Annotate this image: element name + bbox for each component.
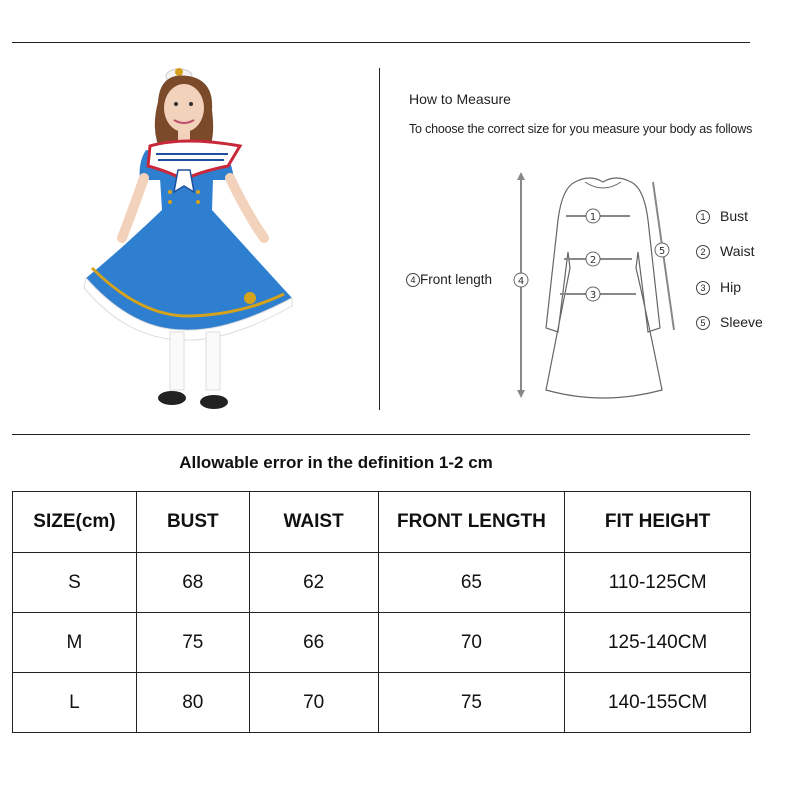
legend-bust-label: Bust [720, 208, 749, 224]
front-length-text: Front length [420, 272, 493, 287]
front-length-number: 4 [406, 273, 420, 287]
cell-bust: 80 [136, 673, 249, 733]
legend-hip-number: 3 [696, 281, 710, 295]
cell-size: L [13, 673, 137, 733]
how-to-measure-subtitle: To choose the correct size for you measure your body as follows [409, 122, 753, 136]
cell-waist: 66 [249, 613, 378, 673]
front-length-label [406, 272, 492, 287]
legend-sleeve [696, 314, 763, 330]
diagram-num-hip: 3 [589, 290, 597, 301]
cell-front-length: 65 [378, 553, 565, 613]
cell-bust: 68 [136, 553, 249, 613]
legend-hip-label: Hip [720, 279, 742, 295]
cell-size: S [13, 553, 137, 613]
sailor-dress-photo [78, 62, 300, 422]
legend-sleeve-number: 5 [696, 316, 710, 330]
cell-waist: 70 [249, 673, 378, 733]
header-front-length: FRONT LENGTH [378, 492, 565, 553]
diagram-num-waist: 2 [589, 255, 597, 266]
legend-bust-number: 1 [696, 210, 710, 224]
cell-size: M [13, 613, 137, 673]
table-header-row [13, 492, 751, 553]
diagram-num-sleeve: 5 [658, 246, 666, 257]
cell-fit-height: 125-140CM [565, 613, 751, 673]
middle-divider [12, 434, 750, 435]
header-fit-height: FIT HEIGHT [565, 492, 751, 553]
legend-sleeve-label: Sleeve [720, 314, 763, 330]
legend-waist [696, 243, 754, 259]
allowable-error-note: Allowable error in the definition 1-2 cm [179, 453, 493, 472]
vertical-divider [379, 68, 380, 410]
diagram-num-bust: 1 [589, 212, 597, 223]
cell-fit-height: 140-155CM [565, 673, 751, 733]
header-bust: BUST [136, 492, 249, 553]
table-row [13, 553, 751, 613]
legend-hip [696, 279, 741, 295]
header-waist: WAIST [249, 492, 378, 553]
legend-bust [696, 208, 748, 224]
table-row [13, 613, 751, 673]
header-size: SIZE(cm) [13, 492, 137, 553]
size-chart-table [12, 491, 751, 733]
table-row [13, 673, 751, 733]
cell-front-length: 75 [378, 673, 565, 733]
cell-fit-height: 110-125CM [565, 553, 751, 613]
top-divider [12, 42, 750, 43]
diagram-num-length: 4 [517, 276, 525, 287]
cell-bust: 75 [136, 613, 249, 673]
legend-waist-number: 2 [696, 245, 710, 259]
legend-waist-label: Waist [720, 243, 755, 259]
cell-waist: 62 [249, 553, 378, 613]
cell-front-length: 70 [378, 613, 565, 673]
how-to-measure-title: How to Measure [409, 91, 511, 107]
